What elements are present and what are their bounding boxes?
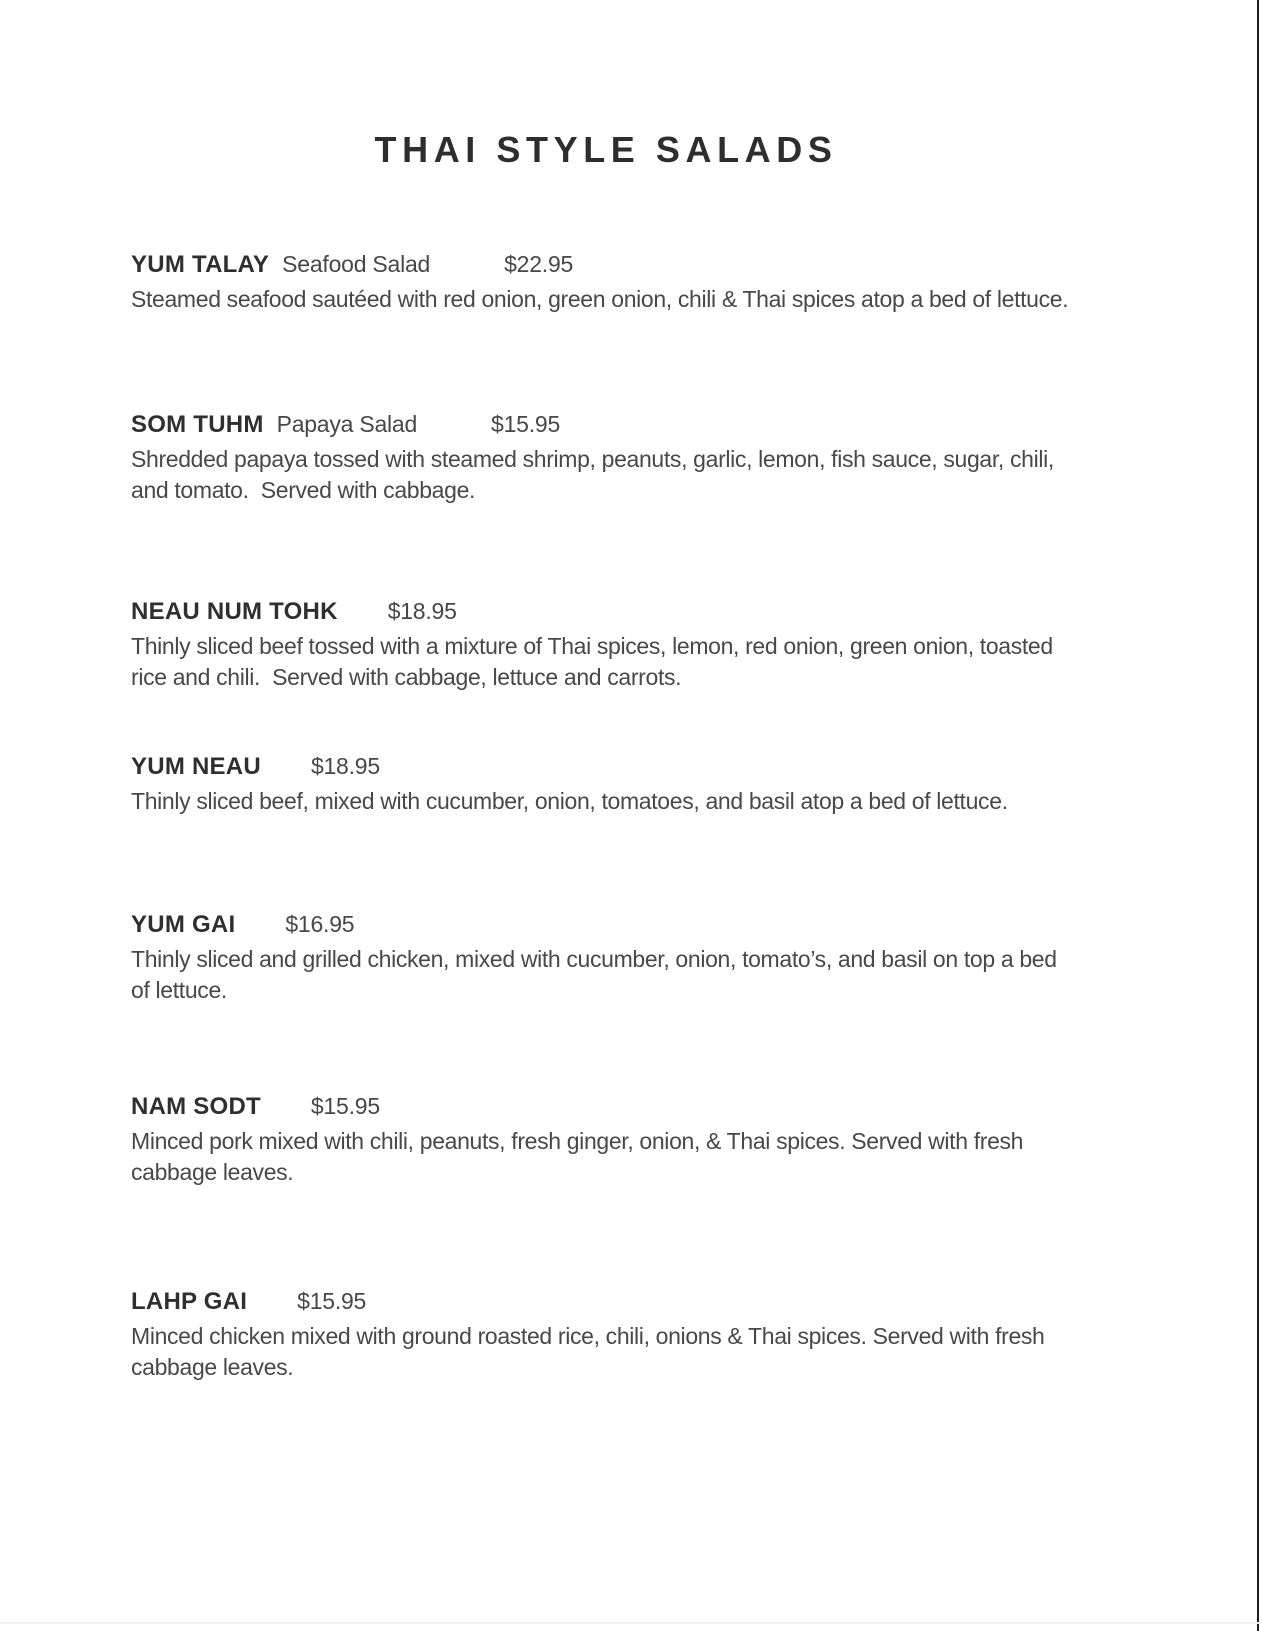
item-price: $16.95 [285, 911, 355, 937]
item-price: $15.95 [491, 411, 561, 437]
item-name: YUM GAI [131, 911, 236, 938]
description-line: Shredded papaya tossed with steamed shrimp, peanuts, garlic, lemon, fish sauce, sugar, chili, [131, 446, 1054, 472]
description-line: Steamed seafood sautéed with red onion, green onion, chili & Thai spices atop a bed of lettuce. [131, 286, 1069, 312]
item-description [131, 444, 1182, 506]
menu-item-neau-num-tohk [131, 595, 1182, 693]
description-line: cabbage leaves. [131, 1354, 294, 1380]
item-description [131, 284, 1182, 315]
description-line: Thinly sliced and grilled chicken, mixed with cucumber, onion, tomato’s, and basil on top a bed [131, 946, 1057, 972]
menu-item-header [131, 1090, 1182, 1126]
item-name: YUM TALAY [131, 251, 270, 278]
item-description [131, 631, 1182, 693]
description-line: Minced pork mixed with chili, peanuts, fresh ginger, onion, & Thai spices. Served with fresh [131, 1128, 1024, 1154]
item-name: YUM NEAU [131, 753, 261, 780]
page-title: THAI STYLE SALADS [374, 129, 838, 170]
menu-item-yum-neau [131, 750, 1182, 817]
menu-item-header [131, 595, 1182, 631]
menu-item-yum-talay [131, 248, 1182, 315]
menu-item-header [131, 1285, 1182, 1321]
menu-item-header [131, 248, 1182, 284]
item-name: SOM TUHM [131, 411, 264, 438]
item-name: NAM SODT [131, 1093, 261, 1120]
item-description [131, 944, 1182, 1006]
description-line: of lettuce. [131, 977, 227, 1003]
item-subtitle: Seafood Salad [282, 251, 431, 277]
item-price: $18.95 [310, 753, 380, 779]
item-subtitle: Papaya Salad [276, 411, 418, 437]
menu-item-nam-sodt [131, 1090, 1182, 1188]
page-right-edge-line [1257, 0, 1259, 1631]
item-price: $15.95 [310, 1093, 380, 1119]
item-price: $18.95 [387, 598, 457, 624]
item-description [131, 1126, 1182, 1188]
item-description [131, 1321, 1182, 1383]
item-name: LAHP GAI [131, 1288, 248, 1315]
menu-item-header [131, 908, 1182, 944]
menu-item-header [131, 408, 1182, 444]
menu-item-som-tuhm [131, 408, 1182, 506]
item-description [131, 786, 1182, 817]
description-line: Thinly sliced beef tossed with a mixture of Thai spices, lemon, red onion, green onion, toasted [131, 633, 1053, 659]
description-line: rice and chili. Served with cabbage, lettuce and carrots. [131, 664, 682, 690]
menu-item-lahp-gai [131, 1285, 1182, 1383]
menu-item-yum-gai [131, 908, 1182, 1006]
description-line: Minced chicken mixed with ground roasted rice, chili, onions & Thai spices. Served with fresh [131, 1323, 1045, 1349]
item-name: NEAU NUM TOHK [131, 598, 338, 625]
item-price: $22.95 [504, 251, 574, 277]
menu-item-header [131, 750, 1182, 786]
description-line: Thinly sliced beef, mixed with cucumber, onion, tomatoes, and basil atop a bed of lettuce. [131, 788, 1008, 814]
page-bottom-edge-line [0, 1622, 1262, 1624]
description-line: and tomato. Served with cabbage. [131, 477, 476, 503]
description-line: cabbage leaves. [131, 1159, 294, 1185]
item-price: $15.95 [297, 1288, 367, 1314]
menu-content [0, 129, 1262, 1383]
